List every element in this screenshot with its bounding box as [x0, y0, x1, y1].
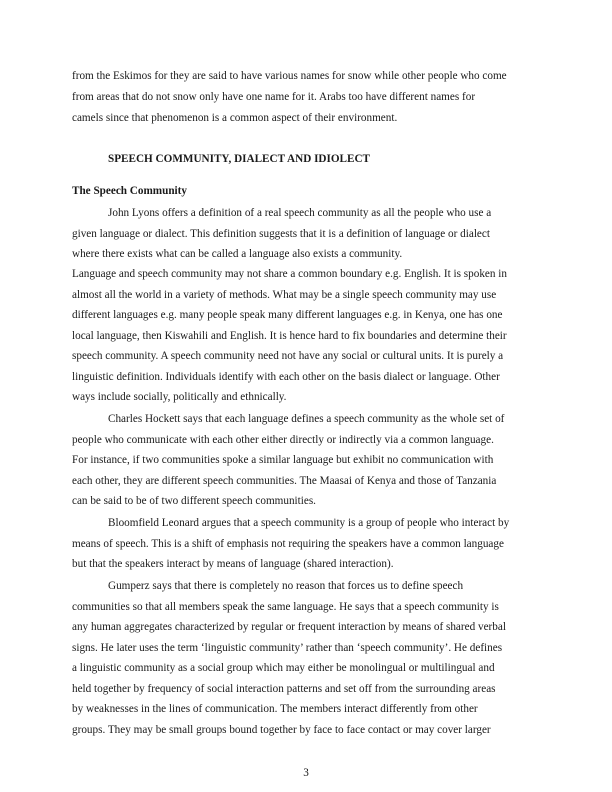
- paragraph-line: groups. They may be small groups bound together by face to face contact or may cover larger: [72, 724, 491, 736]
- paragraph-line: linguistic definition. Individuals identify with each other on the basis dialect or language. Other: [72, 371, 500, 383]
- paragraph-line: but that the speakers interact by means of language (shared interaction).: [72, 558, 394, 570]
- paragraph-line: different languages e.g. many people speak many different languages e.g. in Kenya, one has one: [72, 309, 503, 321]
- paragraph-line: almost all the world in a variety of methods. What may be a single speech community may use: [72, 289, 497, 301]
- paragraph-line: given language or dialect. This definition suggests that it is a definition of language or dialect: [72, 228, 490, 240]
- paragraph-line: Charles Hockett says that each language defines a speech community as the whole set of: [108, 413, 505, 425]
- paragraph-line: Bloomfield Leonard argues that a speech community is a group of people who interact by: [108, 517, 510, 529]
- paragraph-line: any human aggregates characterized by regular or frequent interaction by means of shared verbal: [72, 621, 506, 633]
- paragraph-line: each other, they are different speech communities. The Maasai of Kenya and those of Tanzania: [72, 475, 497, 487]
- paragraph-line: speech community. A speech community need not have any social or cultural units. It is purely a: [72, 350, 504, 362]
- paragraph-line: from the Eskimos for they are said to have various names for snow while other people who come: [72, 70, 507, 82]
- subsection-title: The Speech Community: [72, 185, 187, 197]
- paragraph-line: John Lyons offers a definition of a real speech community as all the people who use a: [108, 207, 492, 219]
- paragraph-line: by weaknesses in the lines of communication. The members interact differently from other: [72, 703, 478, 715]
- paragraph-line: signs. He later uses the term ‘linguistic community’ rather than ‘speech community’. He defines: [72, 642, 503, 654]
- paragraph-line: a linguistic community as a social group which may either be monolingual or multilingual and: [72, 662, 495, 674]
- paragraph-line: communities so that all members speak the same language. He says that a speech community is: [72, 601, 499, 613]
- paragraph-line: Language and speech community may not share a common boundary e.g. English. It is spoken in: [72, 268, 507, 280]
- paragraph-line: Gumperz says that there is completely no reason that forces us to define speech: [108, 580, 464, 592]
- paragraph-line: held together by frequency of social interaction patterns and set off from the surrounding areas: [72, 683, 496, 695]
- page-number: 3: [303, 767, 309, 779]
- paragraph-line: For instance, if two communities spoke a similar language but exhibit no communication with: [72, 454, 494, 466]
- paragraph-line: local language, then Kiswahili and English. It is hence hard to fix boundaries and determine their: [72, 330, 507, 342]
- section-title: SPEECH COMMUNITY, DIALECT AND IDIOLECT: [108, 153, 371, 165]
- paragraph-line: can be said to be of two different speech communities.: [72, 495, 316, 507]
- paragraph-line: people who communicate with each other either directly or indirectly via a common language.: [72, 434, 494, 446]
- paragraph-line: ways include socially, politically and ethnically.: [72, 391, 287, 403]
- paragraph-line: from areas that do not snow only have one name for it. Arabs too have different names for: [72, 91, 476, 103]
- paragraph-line: where there exists what can be called a language also exists a community.: [72, 248, 403, 260]
- paragraph-line: means of speech. This is a shift of emphasis not requiring the speakers have a common language: [72, 538, 504, 550]
- paragraph-line: camels since that phenomenon is a common aspect of their environment.: [72, 112, 398, 124]
